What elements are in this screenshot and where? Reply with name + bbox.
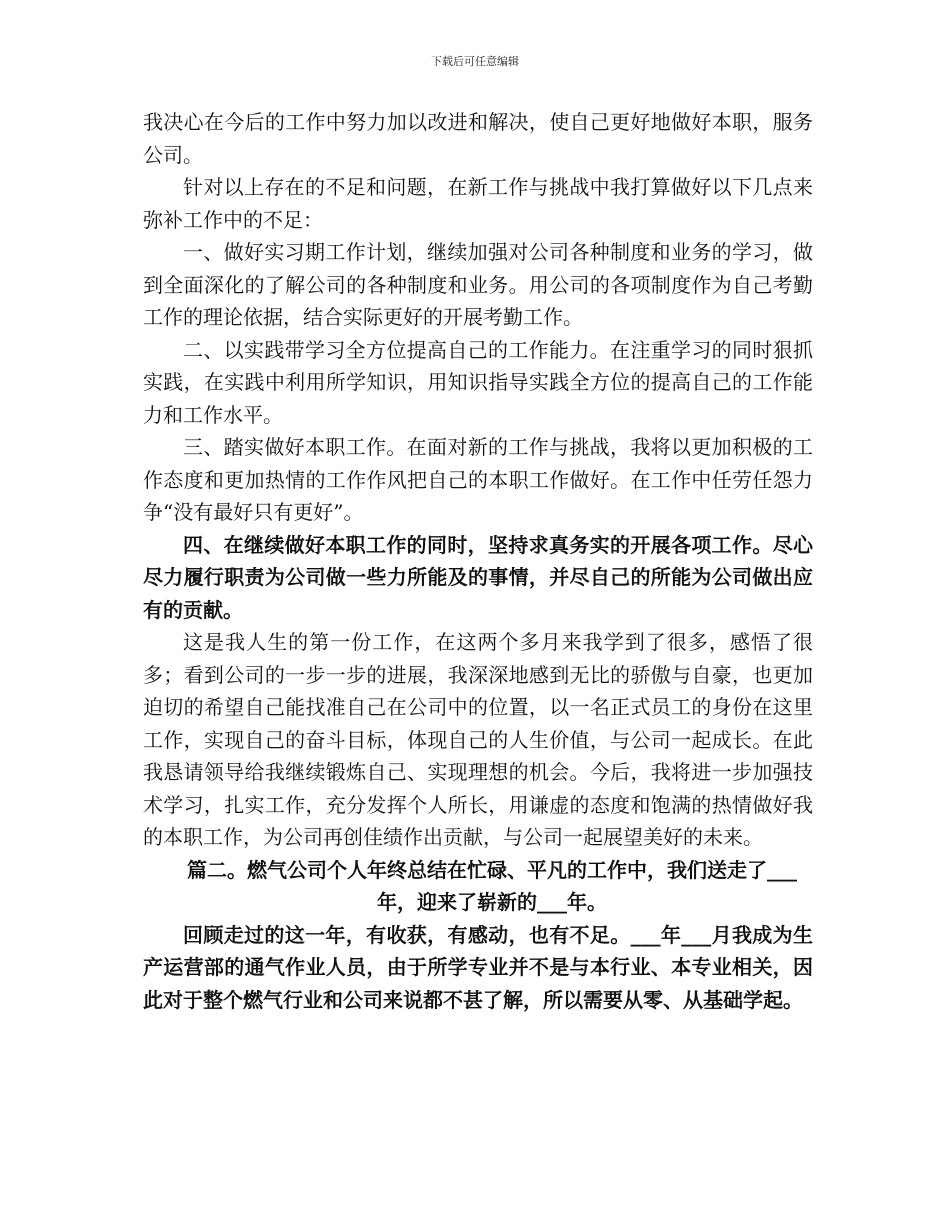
- paragraph-point-four: 四、在继续做好本职工作的同时，坚持求真务实的开展各项工作。尽心尽力履行职责为公司做一些力所能及的事情，并尽自己的所能为公司做出应有的贡献。: [143, 532, 813, 622]
- paragraph-point-three: 三、踏实做好本职工作。在面对新的工作与挑战，我将以更加积极的工作态度和更加热情的工作作风把自己的本职工作做好。在工作中任劳任怨力争“没有最好只有更好”。: [143, 435, 813, 524]
- paragraph-conclusion: 这是我人生的第一份工作，在这两个多月来我学到了很多，感悟了很多；看到公司的一步一步的进展，我深深地感到无比的骄傲与自豪，也更加迫切的希望自己能找准自己在公司中的位置，以一名正式员工的身份在这里工作，实现自己的奋斗目标，体现自己的人生价值，与公司一起成长。在此我恳请领导给我继续锻炼自己、实现理想的机会。今后，我将进一步加强技术学习，扎实工作，充分发挥个人所长，用谦虚的态度和饱满的热情做好我的本职工作，为公司再创佳绩作出贡献，与公司一起展望美好的未来。: [143, 630, 813, 849]
- paragraph-continuation: 我决心在今后的工作中努力加以改进和解决，使自己更好地做好本职，服务公司。: [143, 110, 813, 167]
- paragraph-intro-improvements: 针对以上存在的不足和问题，在新工作与挑战中我打算做好以下几点来弥补工作中的不足：: [143, 175, 813, 232]
- paragraph-part-two-intro: 回顾走过的这一年，有收获，有感动，也有不足。___年___月我成为生产运营部的通气作业人员，由于所学专业并不是与本行业、本专业相关，因此对于整个燃气行业和公司来说都不甚了解，所以需要从零、从基础学起。: [143, 922, 813, 1012]
- document-body: [143, 106, 813, 1016]
- section-heading-part-two: 篇二。燃气公司个人年终总结在忙碌、平凡的工作中，我们送走了___年，迎来了崭新的___年。: [187, 857, 797, 914]
- page-header: 下载后可任意编辑: [431, 55, 519, 68]
- paragraph-point-one: 一、做好实习期工作计划，继续加强对公司各种制度和业务的学习，做到全面深化的了解公司的各种制度和业务。用公司的各项制度作为自己考勤工作的理论依据，结合实际更好的开展考勤工作。: [143, 240, 813, 329]
- paragraph-point-two: 二、以实践带学习全方位提高自己的工作能力。在注重学习的同时狠抓实践，在实践中利用所学知识，用知识指导实践全方位的提高自己的工作能力和工作水平。: [143, 337, 813, 427]
